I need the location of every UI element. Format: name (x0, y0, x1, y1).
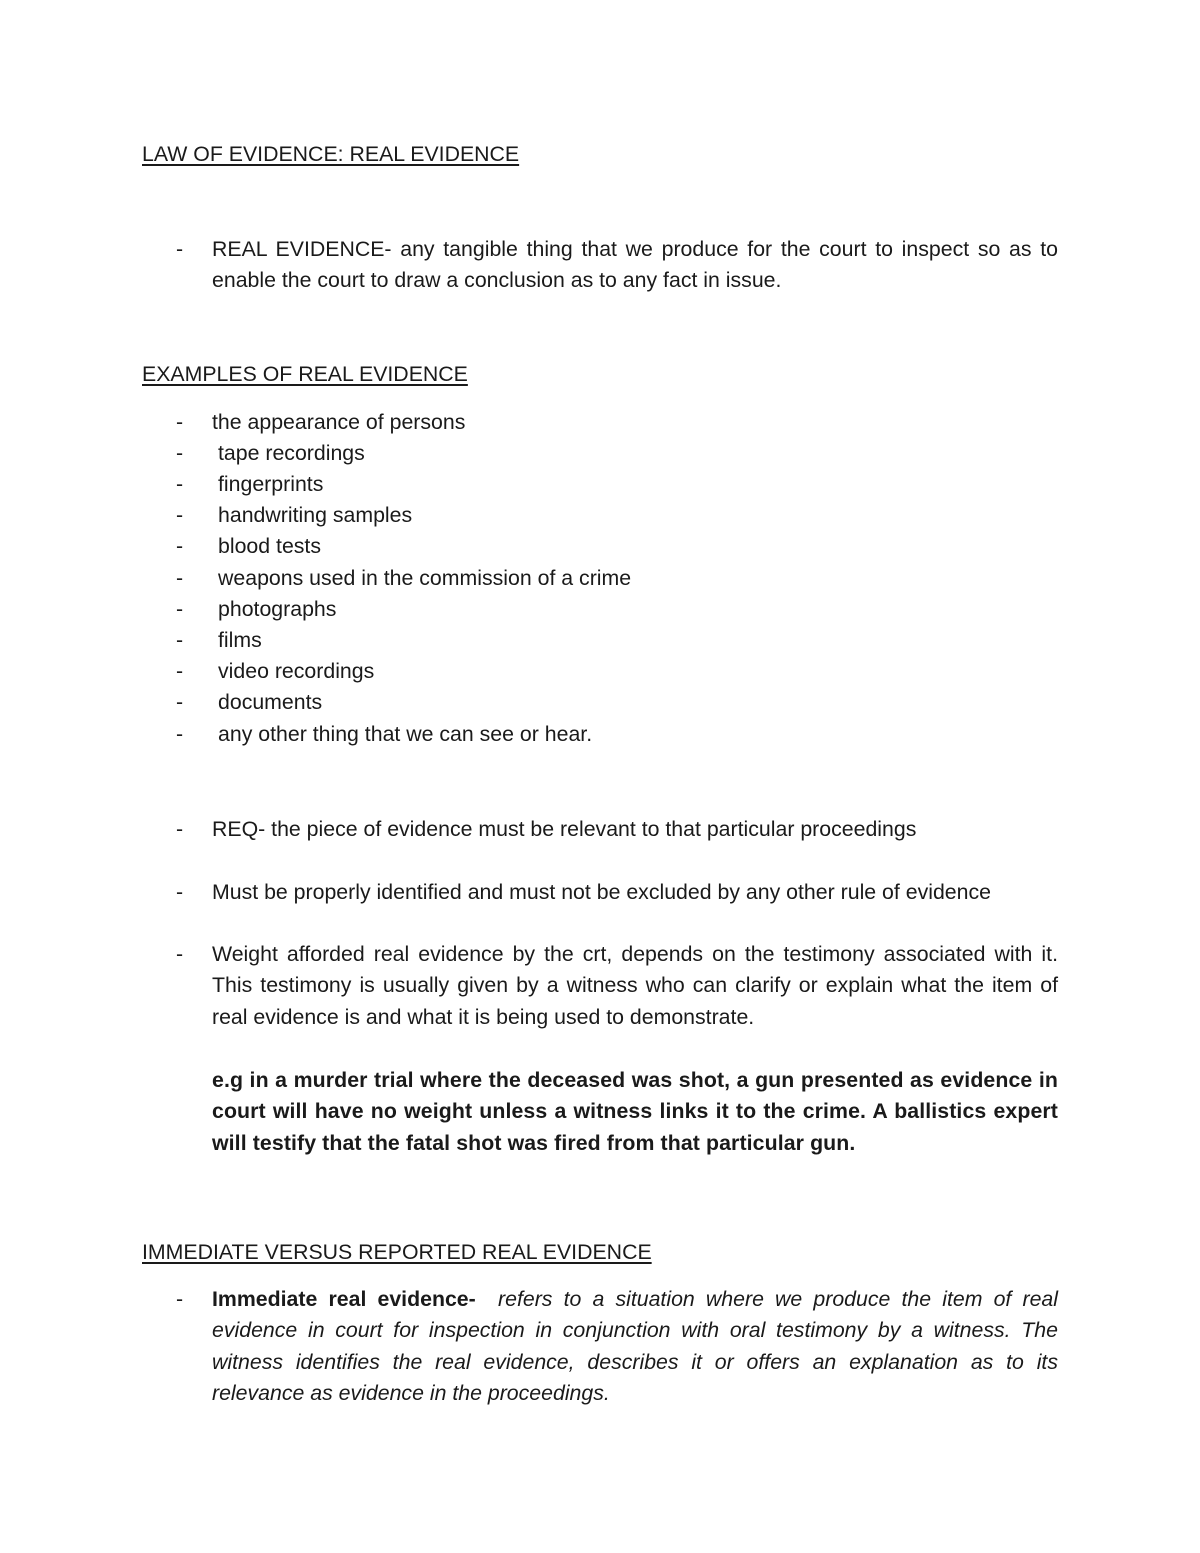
bullet-dash: - (176, 237, 184, 261)
example-text: blood tests (218, 534, 322, 558)
bullet-dash: - (176, 472, 184, 496)
example-item (176, 625, 1058, 656)
bullet-dash: - (176, 597, 184, 621)
example-item (176, 594, 1058, 625)
example-text: documents (218, 690, 323, 714)
example-item (176, 407, 1058, 438)
requirement-item (176, 814, 1058, 845)
example-item (176, 438, 1058, 469)
bullet-dash: - (176, 722, 184, 746)
examples-heading: EXAMPLES OF REAL EVIDENCE (142, 362, 468, 386)
requirement-text: Must be properly identified and must not be excluded by any other rule of evidence (212, 880, 991, 904)
requirement-item (176, 877, 1058, 908)
example-item (176, 531, 1058, 562)
definition-text: REAL EVIDENCE- any tangible thing that we produce for the court to inspect so as to enable the court to draw a conclusion as to any fact in issue. (212, 237, 1058, 293)
example-text: any other thing that we can see or hear. (218, 722, 593, 746)
bullet-dash: - (176, 1287, 184, 1311)
immediate-item (176, 1284, 1058, 1409)
bullet-dash: - (176, 690, 184, 714)
requirement-item (176, 939, 1058, 1033)
immediate-definition: refers to a situation where we produce the item of real evidence in court for inspection in conjunction with oral testimony by a witness. The witness identifies the real evidence, describes it or offers an explanation as to its relevance as evidence in the proceedings. (212, 1287, 1058, 1405)
bullet-dash: - (176, 534, 184, 558)
immediate-heading: IMMEDIATE VERSUS REPORTED REAL EVIDENCE (142, 1240, 652, 1264)
requirement-text: REQ- the piece of evidence must be relevant to that particular proceedings (212, 817, 917, 841)
example-item (176, 656, 1058, 687)
bullet-dash: - (176, 942, 184, 966)
example-text: video recordings (218, 659, 375, 683)
example-item (176, 563, 1058, 594)
example-item (176, 469, 1058, 500)
bullet-dash: - (176, 628, 184, 652)
bullet-dash: - (176, 503, 184, 527)
example-note: e.g in a murder trial where the deceased was shot, a gun presented as evidence in court will have no weight unless a witness links it to the crime. A ballistics expert will testify that the fatal shot was fired from that particular gun. (212, 1068, 1058, 1155)
example-item (176, 500, 1058, 531)
document-title: LAW OF EVIDENCE: REAL EVIDENCE (142, 142, 520, 166)
requirement-text: Weight afforded real evidence by the crt, depends on the testimony associated with it. This testimony is usually given by a witness who can clarify or explain what the item of real evidence is and what it is being used to demonstrate. (212, 942, 1058, 1029)
bullet-dash: - (176, 659, 184, 683)
example-item (176, 687, 1058, 718)
example-text: photographs (218, 597, 337, 621)
example-text: handwriting samples (218, 503, 413, 527)
bullet-dash: - (176, 566, 184, 590)
example-text: tape recordings (218, 441, 365, 465)
bullet-dash: - (176, 410, 184, 434)
immediate-term: Immediate real evidence- (212, 1287, 476, 1311)
example-text: weapons used in the commission of a crime (218, 566, 632, 590)
immediate-text (212, 1284, 1058, 1409)
example-text: the appearance of persons (212, 410, 466, 434)
definition-item (176, 234, 1058, 297)
example-text: films (218, 628, 262, 652)
bullet-dash: - (176, 880, 184, 904)
example-text: fingerprints (218, 472, 324, 496)
bullet-dash: - (176, 817, 184, 841)
example-item (176, 719, 1058, 750)
bullet-dash: - (176, 441, 184, 465)
